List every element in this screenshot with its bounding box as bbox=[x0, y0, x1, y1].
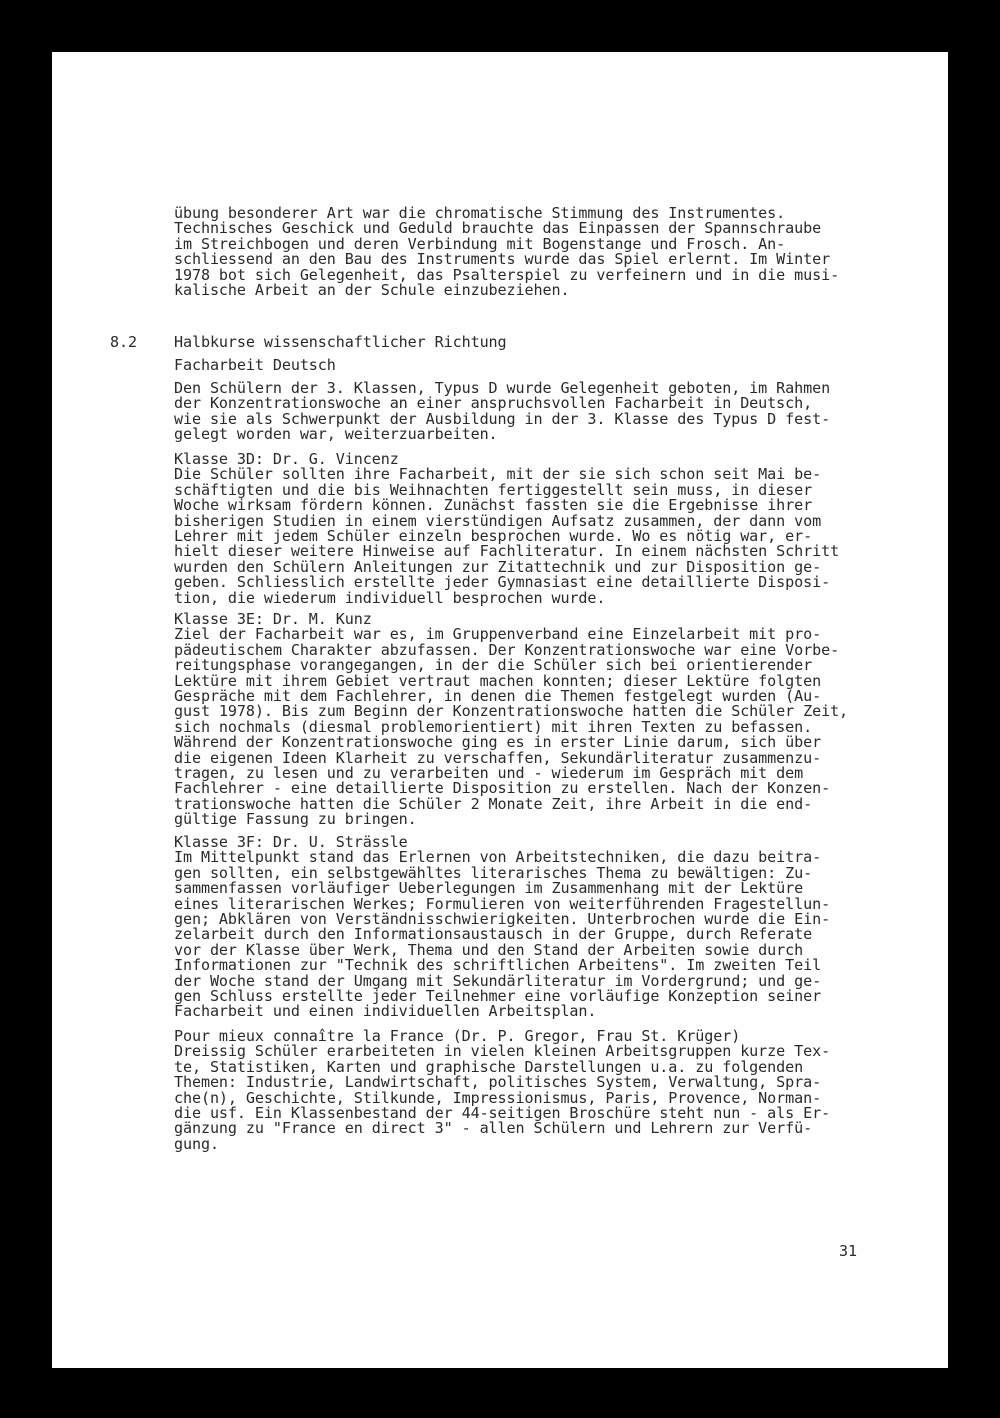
text-line: die eigenen Ideen Klarheit zu verschaffen, Sekundärliteratur zusammenzu- bbox=[174, 748, 822, 767]
text-line: Die Schüler sollten ihre Facharbeit, mit der sie sich schon seit Mai be- bbox=[174, 465, 822, 484]
text-line: gen sollten, ein selbstgewähltes literarisches Thema zu bewältigen: Zu- bbox=[174, 863, 813, 882]
text-line: wie sie als Schwerpunkt der Ausbildung in der 3. Klasse des Typus D fest- bbox=[174, 409, 831, 428]
class-heading: Klasse 3F: Dr. U. Strässle bbox=[174, 833, 408, 851]
klasse-3d-section bbox=[174, 452, 839, 606]
text-line: Ziel der Facharbeit war es, im Gruppenverband eine Einzelarbeit mit pro- bbox=[174, 625, 822, 644]
text-line: hielt dieser weitere Hinweise auf Fachliteratur. In einem nächsten Schritt bbox=[174, 542, 840, 561]
text-line: Gespräche mit dem Fachlehrer, in denen die Themen festgelegt wurden (Au- bbox=[174, 687, 822, 706]
text-line: eines literarischen Werkes; Formulieren von weiterführenden Fragestellun- bbox=[174, 894, 831, 913]
text-line: Technisches Geschick und Geduld brauchte das Einpassen der Spannschraube bbox=[174, 219, 822, 238]
text-line: Im Mittelpunkt stand das Erlernen von Arbeitstechniken, die dazu beitra- bbox=[174, 848, 822, 867]
text-line: sammenfassen vorläufiger Ueberlegungen im Zusammenhang mit der Lektüre bbox=[174, 879, 804, 898]
text-line: tion, die wiederum individuell besprochen wurde. bbox=[174, 588, 606, 607]
class-heading: Klasse 3E: Dr. M. Kunz bbox=[174, 610, 372, 628]
text-line: reitungsphase vorangegangen, in der die Schüler sich bei orientierender bbox=[174, 656, 813, 675]
france-section bbox=[174, 1029, 830, 1152]
text-line: trationswoche hatten die Schüler 2 Monate Zeit, ihre Arbeit in die end- bbox=[174, 794, 813, 813]
text-line: gänzung zu "France en direct 3" - allen Schülern und Lehrern zur Verfü- bbox=[174, 1119, 813, 1138]
text-line: gen Schluss erstellte jeder Teilnehmer eine vorläufige Konzeption seiner bbox=[174, 987, 822, 1006]
text-line: tragen, zu lesen und zu verarbeiten und - wiederum im Gespräch mit dem bbox=[174, 764, 804, 783]
text-line: gelegt worden war, weiterzuarbeiten. bbox=[174, 425, 498, 444]
text-line: Dreissig Schüler erarbeiteten in vielen kleinen Arbeitsgruppen kurze Tex- bbox=[174, 1042, 831, 1061]
text-line: vor der Klasse über Werk, Thema und den Stand der Arbeiten sowie durch bbox=[174, 940, 804, 959]
subsection-title: Facharbeit Deutsch bbox=[174, 356, 336, 374]
text-line: schliessend an den Bau des Instruments wurde das Spiel erlernt. Im Winter bbox=[174, 250, 831, 269]
page-number: 31 bbox=[839, 1242, 857, 1260]
text-line: im Streichbogen und deren Verbindung mit Bogenstange und Frosch. An- bbox=[174, 234, 786, 253]
text-line: Facharbeit und einen individuellen Arbeitsplan. bbox=[174, 1002, 597, 1021]
text-line: Während der Konzentrationswoche ging es in erster Linie darum, sich über bbox=[174, 733, 822, 752]
klasse-3f-section bbox=[174, 835, 830, 1020]
class-heading: Klasse 3D: Dr. G. Vincenz bbox=[174, 450, 399, 468]
section-number: 8.2 bbox=[110, 333, 137, 351]
text-line: geben. Schliesslich erstellte jeder Gymnasiast eine detaillierte Disposi- bbox=[174, 573, 831, 592]
text-line: sich nochmals (diesmal problemorientiert) mit ihren Texten zu befassen. bbox=[174, 717, 813, 736]
text-line: 1978 bot sich Gelegenheit, das Psalterspiel zu verfeinern und in die musi- bbox=[174, 265, 840, 284]
section-title: Halbkurse wissenschaftlicher Richtung bbox=[174, 333, 507, 351]
text-line: gust 1978). Bis zum Beginn der Konzentrationswoche hatten die Schüler Zeit, bbox=[174, 702, 849, 721]
document-page bbox=[52, 52, 948, 1368]
text-line: zelarbeit durch den Informationsaustausch in der Gruppe, durch Referate bbox=[174, 925, 813, 944]
text-line: Informationen zur "Technik des schriftlichen Arbeitens". Im zweiten Teil bbox=[174, 956, 822, 975]
text-line: wurden den Schülern Anleitungen zur Zitattechnik und zur Disposition ge- bbox=[174, 557, 822, 576]
text-line: der Konzentrationswoche an einer anspruchsvollen Facharbeit in Deutsch, bbox=[174, 394, 813, 413]
intro-deutsch-paragraph bbox=[174, 381, 830, 443]
text-line: der Woche stand der Umgang mit Sekundärliteratur im Vordergrund; und ge- bbox=[174, 971, 822, 990]
text-line: Lehrer mit jedem Schüler einzeln besprochen wurde. Wo es nötig war, er- bbox=[174, 527, 813, 546]
text-line: te, Statistiken, Karten und graphische Darstellungen u.a. zu folgenden bbox=[174, 1057, 804, 1076]
text-line: Lektüre mit ihrem Gebiet vertraut machen konnten; dieser Lektüre folgten bbox=[174, 671, 822, 690]
text-line: schäftigten und die bis Weihnachten fertiggestellt sein muss, in dieser bbox=[174, 480, 813, 499]
text-line: übung besonderer Art war die chromatische Stimmung des Instrumentes. bbox=[174, 204, 786, 222]
text-line: bisherigen Studien in einem vierstündigen Aufsatz zusammen, der dann vom bbox=[174, 511, 822, 530]
text-line: Themen: Industrie, Landwirtschaft, politisches System, Verwaltung, Spra- bbox=[174, 1073, 822, 1092]
text-line: Woche wirksam fördern können. Zunächst fassten sie die Ergebnisse ihrer bbox=[174, 496, 813, 515]
text-line: gültige Fassung zu bringen. bbox=[174, 810, 417, 829]
text-line: che(n), Geschichte, Stilkunde, Impressionismus, Paris, Provence, Norman- bbox=[174, 1088, 822, 1107]
text-line: Den Schülern der 3. Klassen, Typus D wurde Gelegenheit geboten, im Rahmen bbox=[174, 379, 831, 397]
text-line: pädeutischem Charakter abzufassen. Der Konzentrationswoche war eine Vorbe- bbox=[174, 640, 840, 659]
text-line: kalische Arbeit an der Schule einzubeziehen. bbox=[174, 281, 570, 300]
text-line: Fachlehrer - eine detaillierte Disposition zu erstellen. Nach der Konzen- bbox=[174, 779, 831, 798]
text-line: die usf. Ein Klassenbestand der 44-seitigen Broschüre steht nun - als Er- bbox=[174, 1104, 831, 1123]
text-line: gung. bbox=[174, 1134, 219, 1153]
klasse-3e-section bbox=[174, 612, 848, 828]
project-heading: Pour mieux connaître la France (Dr. P. Gregor, Frau St. Krüger) bbox=[174, 1027, 741, 1045]
text-line: gen; Abklären von Verständnisschwierigkeiten. Unterbrochen wurde die Ein- bbox=[174, 910, 831, 929]
intro-paragraph bbox=[174, 206, 839, 298]
